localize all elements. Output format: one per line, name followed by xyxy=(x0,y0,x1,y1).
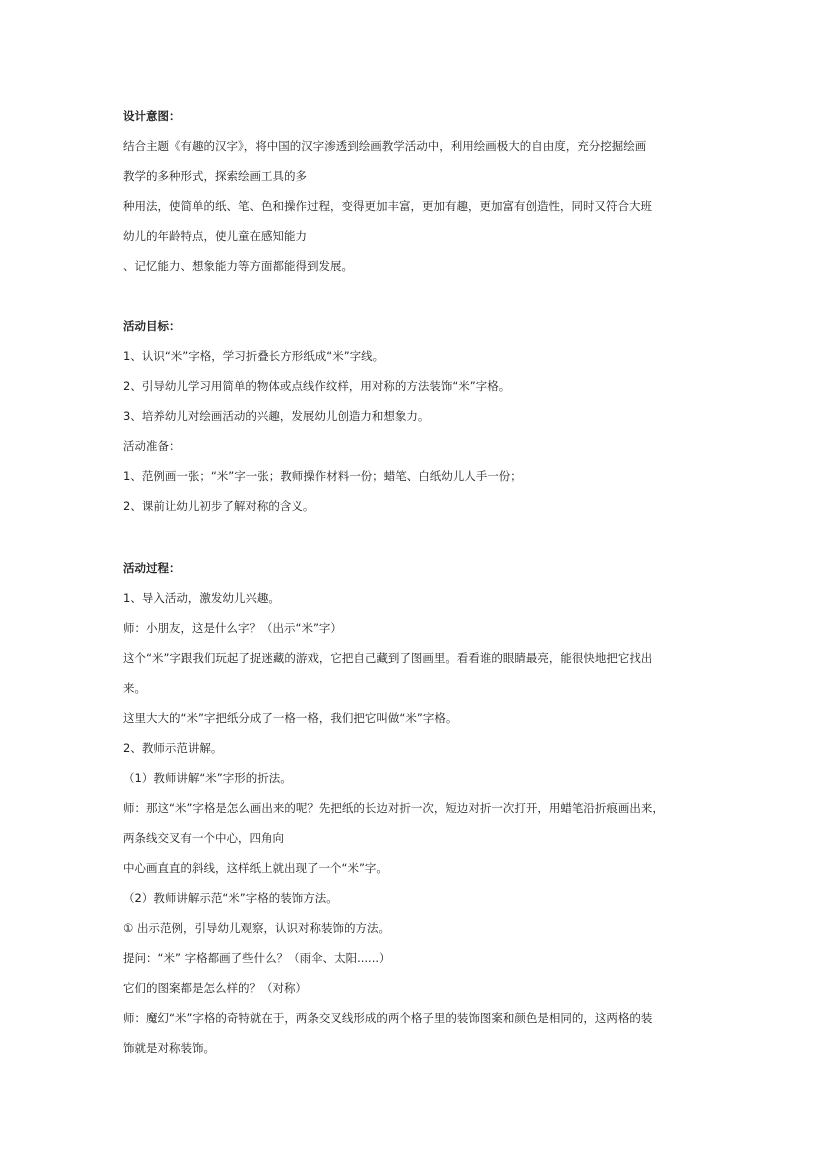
design-paragraph-line: 、记忆能力、想象能力等方面都能得到发展。 xyxy=(123,259,353,273)
design-paragraph-line: 种用法，使简单的纸、笔、色和操作过程，变得更加丰富，更加有趣，更加富有创造性，同时又符合大班 xyxy=(123,199,652,213)
process-line: 1、导入活动，激发幼儿兴趣。 xyxy=(123,591,280,605)
preparation-item: 1、范例画一张；“米”字一张；教师操作材料一份；蜡笔、白纸幼儿人手一份； xyxy=(123,469,522,483)
process-line: 它们的图案都是怎么样的？（对称） xyxy=(123,981,307,995)
design-paragraph-line: 教学的多种形式，探索绘画工具的多 xyxy=(123,169,307,183)
activity-preparation-heading: 活动准备： xyxy=(123,439,181,453)
goal-item: 3、培养幼儿对绘画活动的兴趣，发展幼儿创造力和想象力。 xyxy=(123,409,430,423)
design-paragraph-line: 幼儿的年龄特点，使儿童在感知能力 xyxy=(123,229,307,243)
process-line: （1）教师讲解“米”字形的折法。 xyxy=(123,771,292,785)
goal-item: 2、引导幼儿学习用简单的物体或点线作纹样，用对称的方法装饰“米”字格。 xyxy=(123,379,511,393)
process-line: 这个“米”字跟我们玩起了捉迷藏的游戏，它把自己藏到了图画里。看看谁的眼睛最亮，能很快地把它找出 xyxy=(123,651,653,665)
process-line: 中心画直直的斜线，这样纸上就出现了一个“米”字。 xyxy=(123,861,388,875)
process-line: 师：那这“米”字格是怎么画出来的呢？先把纸的长边对折一次，短边对折一次打开，用蜡笔沿折痕画出来， xyxy=(123,801,664,815)
process-line: 师：小朋友，这是什么字？（出示“米”字） xyxy=(123,621,342,635)
process-line: 饰就是对称装饰。 xyxy=(123,1041,215,1055)
process-line: 2、教师示范讲解。 xyxy=(123,741,223,755)
process-line: ① 出示范例，引导幼儿观察，认识对称装饰的方法。 xyxy=(123,921,390,935)
design-paragraph-line: 结合主题《有趣的汉字》，将中国的汉字渗透到绘画教学活动中，利用绘画极大的自由度，充分挖掘绘画 xyxy=(123,139,647,153)
process-line: 师：魔幻“米”字格的奇特就在于，两条交叉线形成的两个格子里的装饰图案和颜色是相同的，这两格的装 xyxy=(123,1011,653,1025)
process-line: （2）教师讲解示范“米”字格的装饰方法。 xyxy=(123,891,338,905)
activity-process-heading: 活动过程： xyxy=(123,561,181,575)
design-intent-heading: 设计意图： xyxy=(123,109,181,123)
process-line: 这里大大的“米”字把纸分成了一格一格，我们把它叫做“米”字格。 xyxy=(123,711,458,725)
process-line: 来。 xyxy=(123,681,146,695)
goal-item: 1、认识“米”字格，学习折叠长方形纸成“米”字线。 xyxy=(123,349,385,363)
process-line: 两条线交叉有一个中心，四角向 xyxy=(123,831,284,845)
preparation-item: 2、课前让幼儿初步了解对称的含义。 xyxy=(123,499,315,513)
process-line: 提问：“米” 字格都画了些什么？（雨伞、太阳......） xyxy=(123,951,391,965)
activity-goals-heading: 活动目标： xyxy=(123,319,181,333)
